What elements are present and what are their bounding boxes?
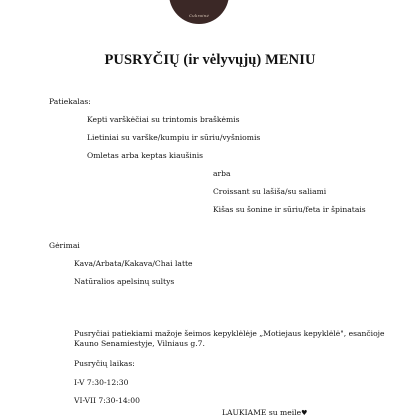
dish-side-item: Kišas su šonine ir sūriu/feta ir špinatais [213, 205, 366, 214]
dish-item: Kepti varškėčiai su trintomis braškėmis [87, 115, 240, 124]
dish-item: Lietiniai su varške/kumpiu ir sūriu/vyšniomis [87, 133, 261, 142]
dishes-heading: Patiekalas: [49, 97, 91, 106]
drink-item: Kava/Arbata/Kakava/Chai latte [74, 259, 193, 268]
heart-icon: ♥ [301, 409, 308, 417]
info-line: Pusryčiai patiekiami mažoje šeimos kepyklėlėje „Motiejaus kepyklėlė", esančioje [74, 329, 385, 338]
footer-message [222, 408, 307, 417]
bakery-logo [169, 0, 229, 24]
footer-text: LAUKIAME su meile [222, 408, 302, 417]
page-title: PUSRYČIŲ (ir vėlyvųjų) MENIU [104, 52, 316, 68]
logo-text: Cukrainė [188, 13, 210, 18]
info-line: Kauno Senamiestyje, Vilniaus g.7. [74, 339, 205, 348]
hours-weekend: VI-VII 7:30-14:00 [74, 396, 140, 405]
drinks-heading: Gėrimai [49, 241, 80, 250]
dish-or-label: arba [213, 169, 231, 178]
drink-item: Natūralios apelsinų sultys [74, 277, 175, 286]
dish-side-item: Croissant su lašiša/su saliami [213, 187, 327, 196]
hours-heading: Pusryčių laikas: [74, 359, 135, 368]
dish-item: Omletas arba keptas kiaušinis [87, 151, 204, 160]
hours-weekdays: I-V 7:30-12:30 [74, 378, 129, 387]
